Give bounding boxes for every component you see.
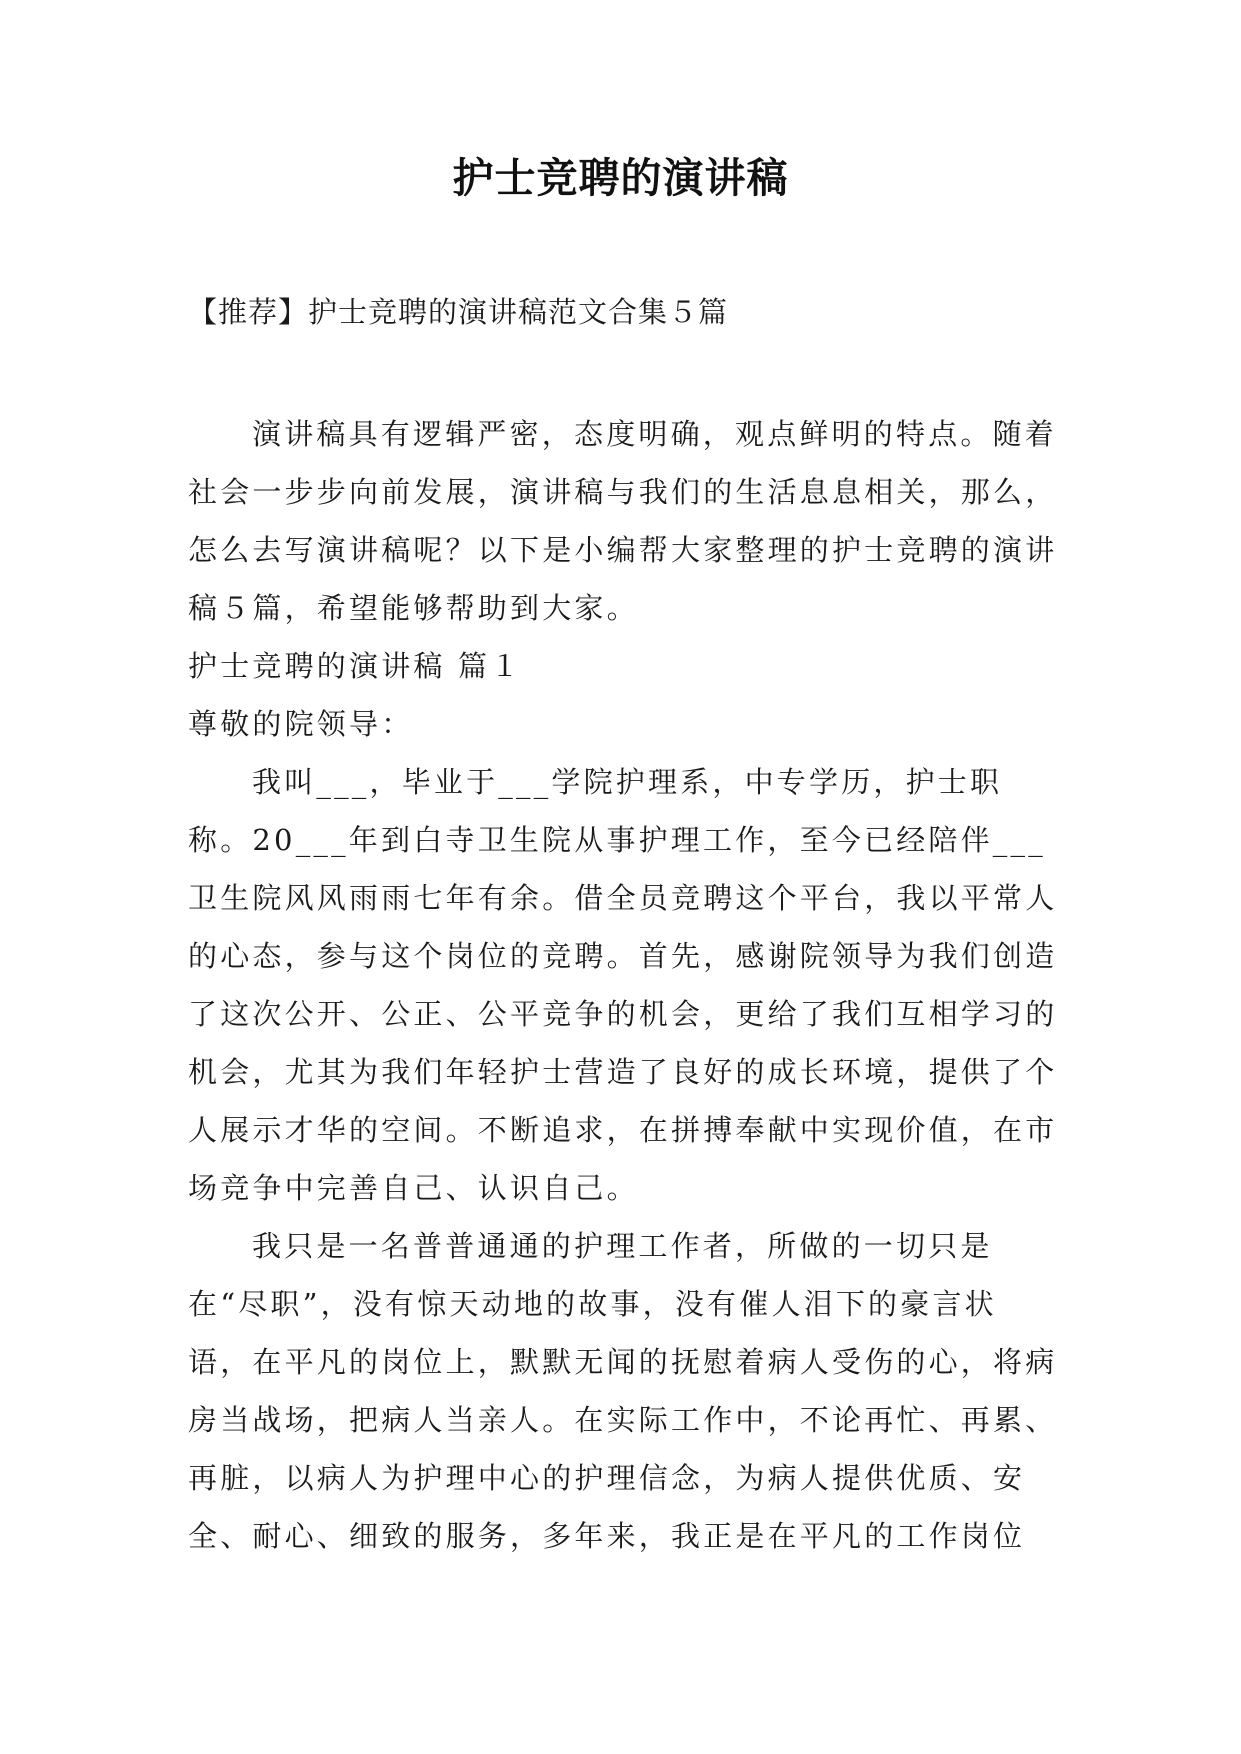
section-heading: 护士竞聘的演讲稿 篇１ — [188, 649, 523, 683]
body-paragraph: 我只是一名普普通通的护理工作者，所做的一切只是在“尽职”，没有惊天动地的故事，没有催人泪下的豪言状语，在平凡的岗位上，默默无闻的抚慰着病人受伤的心，将病房当战场，把病人当亲人。在实际工作中，不论再忙、再累、再脏，以病人为护理中心的护理信念，为病人提供优质、安全、耐心、细致的服务，多年来，我正是在平凡的工作岗位 — [188, 1229, 1058, 1553]
document-subtitle: 【推荐】护士竞聘的演讲稿范文合集５篇 — [188, 295, 729, 329]
salutation: 尊敬的院领导： — [188, 707, 414, 741]
document-body — [188, 405, 1058, 1565]
body-paragraph: 我叫___，毕业于___学院护理系，中专学历，护士职称。20___年到白寺卫生院从事护理工作，至今已经陪伴___卫生院风风雨雨七年有余。借全员竞聘这个平台，我以平常人的心态，参与这个岗位的竞聘。首先，感谢院领导为我们创造了这次公开、公正、公平竞争的机会，更给了我们互相学习的机会，尤其为我们年轻护士营造了良好的成长环境，提供了个人展示才华的空间。不断追求，在拼搏奉献中实现价值，在市场竞争中完善自己、认识自己。 — [188, 765, 1058, 1205]
document-title: 护士竞聘的演讲稿 — [452, 154, 789, 202]
intro-paragraph: 演讲稿具有逻辑严密，态度明确，观点鲜明的特点。随着社会一步步向前发展，演讲稿与我们的生活息息相关，那么，怎么去写演讲稿呢？以下是小编帮大家整理的护士竞聘的演讲稿５篇，希望能够帮助到大家。 — [188, 417, 1058, 625]
